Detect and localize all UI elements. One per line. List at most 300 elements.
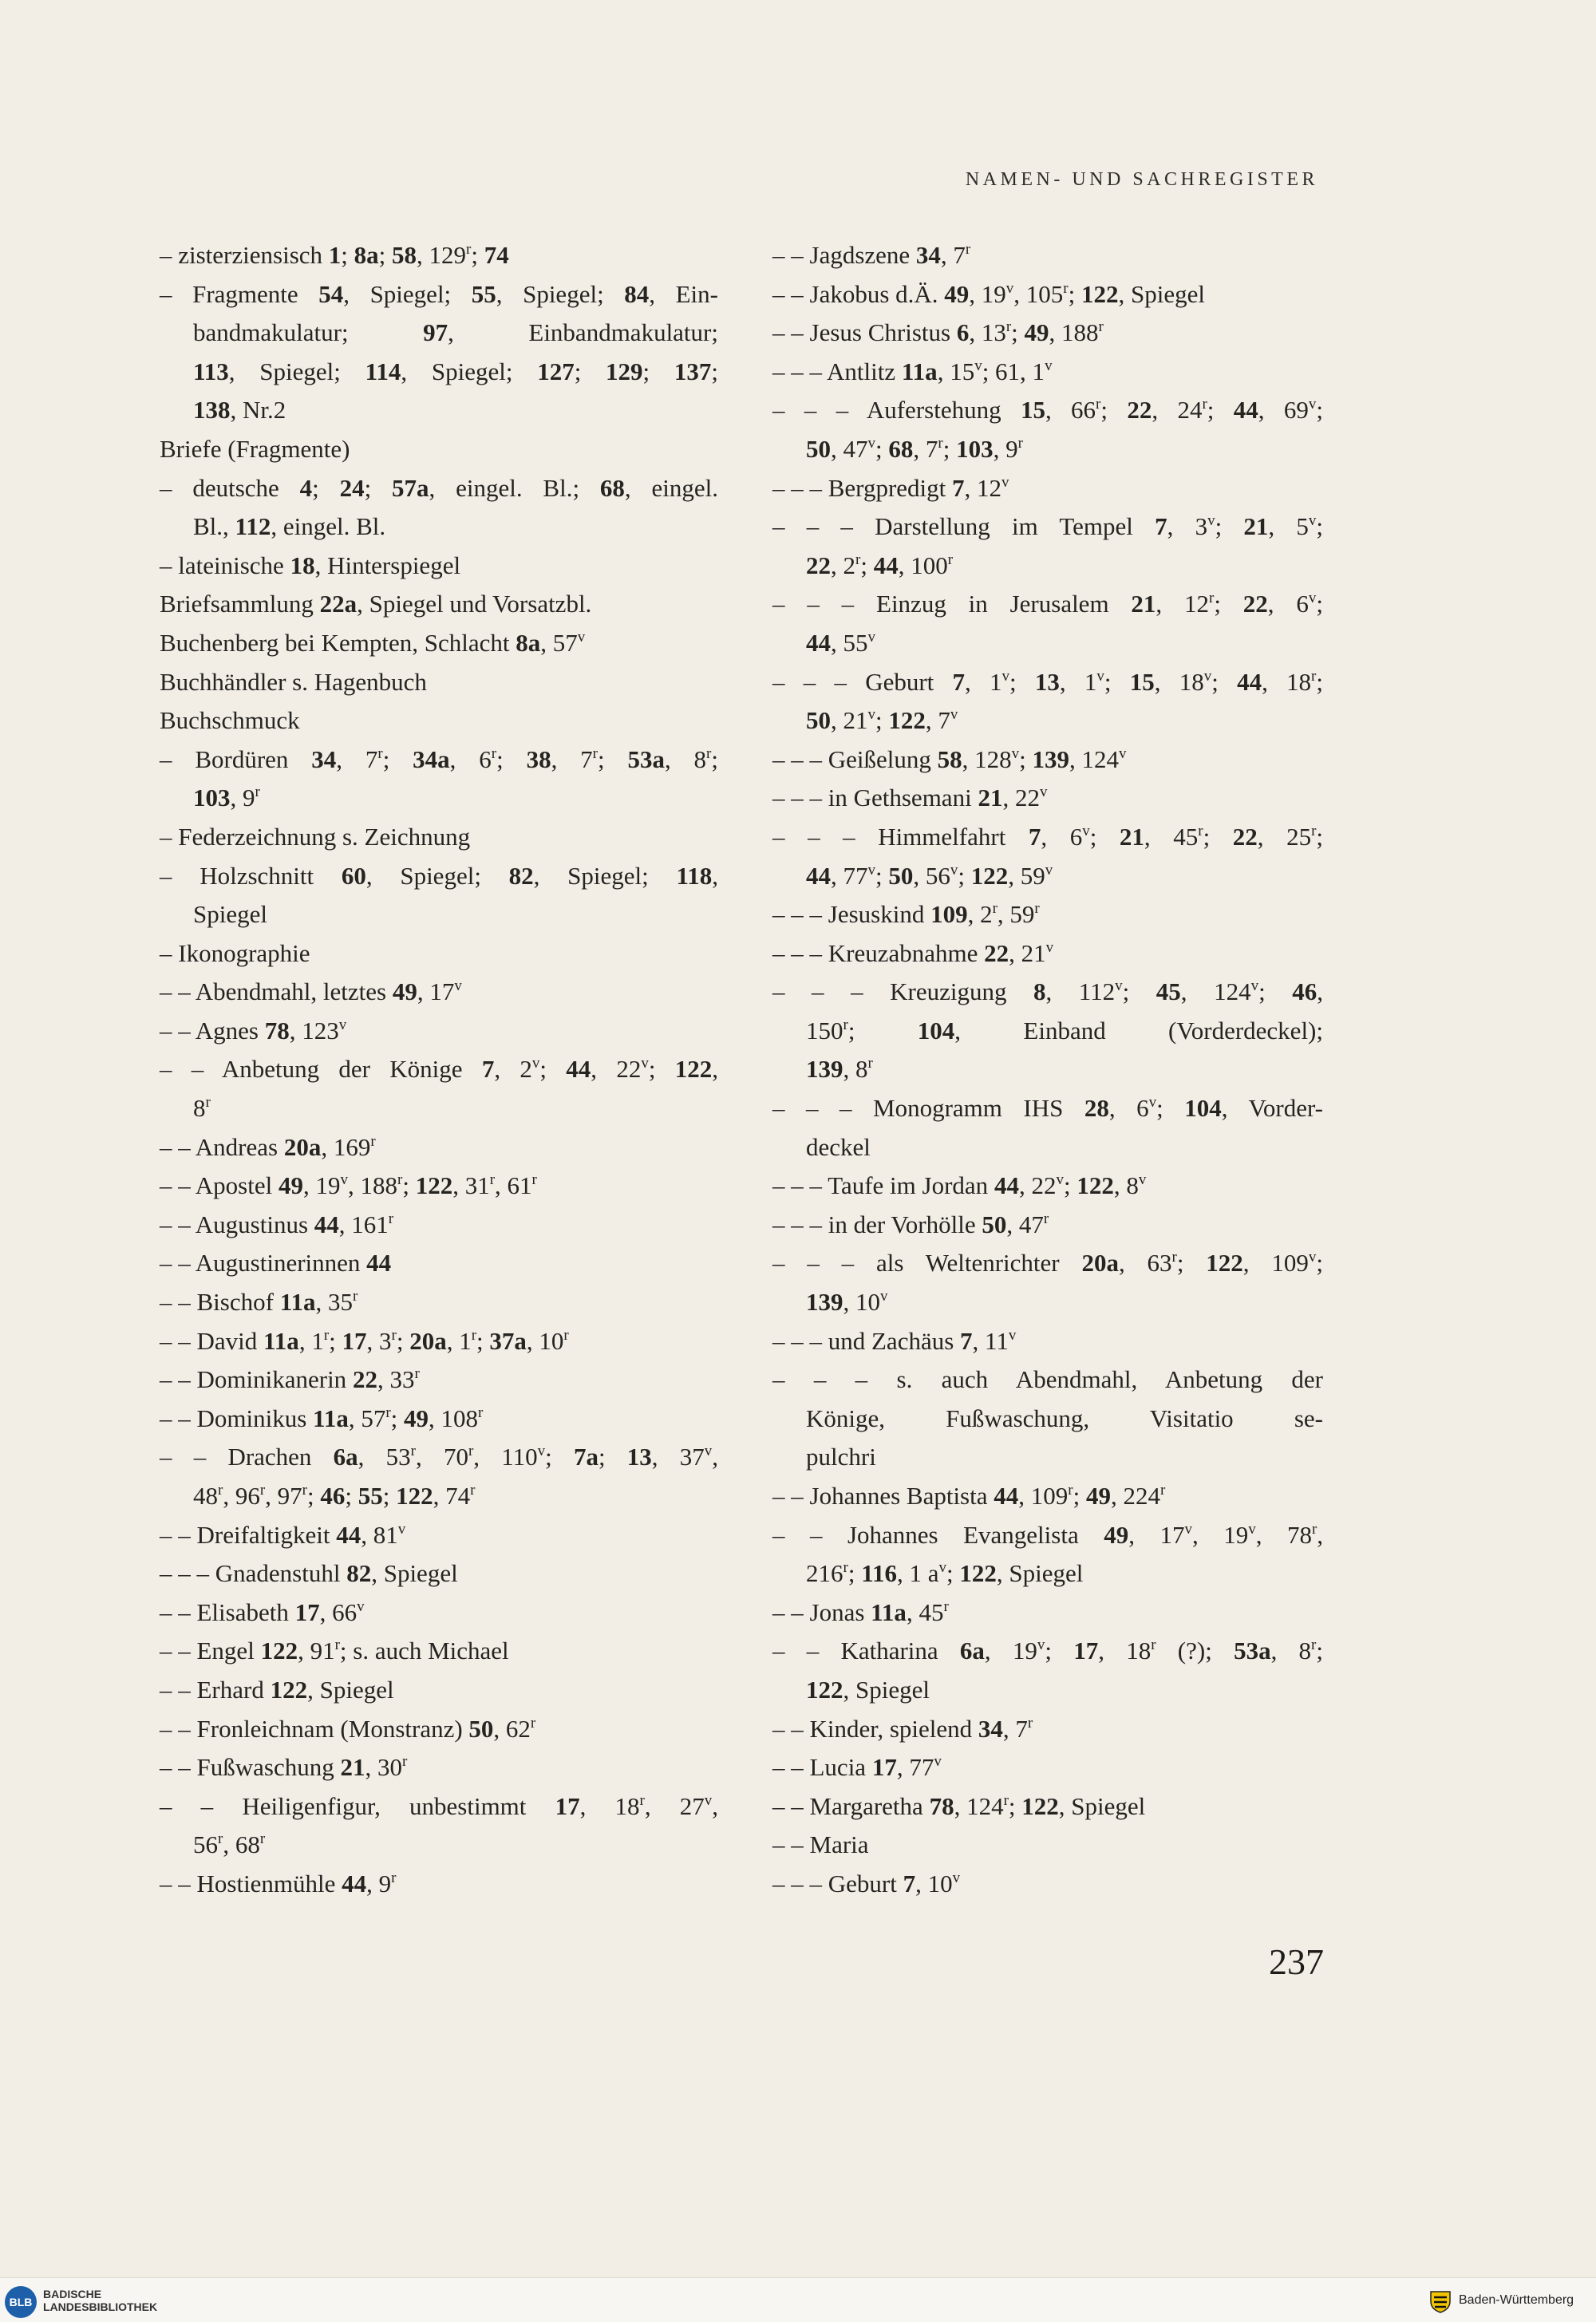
folio-side: v [1039, 784, 1048, 801]
index-entry-continuation: Bl., 112, eingel. Bl. [193, 512, 386, 541]
locator-number: 6 [956, 318, 970, 347]
index-entry-continuation: 216$^r$; 116, 1 $a^v$; 122, Spiegel [806, 1559, 1084, 1588]
folio-side: v [934, 1753, 942, 1771]
locator-number: 129 [606, 357, 643, 385]
folio-side: v [867, 628, 875, 646]
locator-number: 7 [952, 473, 965, 502]
folio-side: r [530, 1714, 536, 1732]
folio-side: r [843, 1559, 848, 1577]
folio-side: v [1037, 1637, 1045, 1654]
folio-side: r [470, 1482, 476, 1499]
index-entry: – – – Taufe im Jordan 44, 22$^v$; 122, 8$^v$ [772, 1171, 1147, 1200]
index-entry: – – Johannes Baptista 44, 109$^r$; 49, 224$^r$ [772, 1482, 1166, 1510]
folio-side: v [1308, 396, 1317, 413]
folio-side: r [352, 1288, 358, 1305]
locator-number: 137 [674, 357, 712, 385]
locator-number: 122 [1077, 1171, 1114, 1200]
index-entry-continuation: Könige, Fußwaschung, Visitatio se- [806, 1404, 1323, 1432]
folio-side: v [1082, 822, 1090, 839]
folio-side: v [454, 977, 462, 995]
folio-side: r [218, 1830, 223, 1848]
folio-side: r [1096, 396, 1101, 413]
locator-number: 1 [328, 241, 342, 269]
locator-number: 21 [1131, 590, 1156, 618]
folio-side: v [1250, 977, 1259, 995]
index-entry-continuation: 50, 21$^v$; 122, 7$^v$ [806, 706, 958, 735]
folio-side: v [938, 1559, 947, 1577]
locator-number: 49 [404, 1404, 429, 1432]
locator-number: 44 [566, 1055, 591, 1084]
locator-number: 114 [365, 357, 401, 385]
locator-number: 53a [1234, 1637, 1271, 1665]
index-entry: – – – Kreuzigung 8, 112$^v$; 45, 124$^v$; 46, [772, 977, 1323, 1006]
index-entry: Buchhändler s. Hagenbuch [160, 667, 427, 696]
locator-number: 58 [392, 241, 417, 269]
locator-number: 44 [994, 1171, 1019, 1200]
locator-number: 49 [1085, 1482, 1111, 1510]
folio-side: v [1096, 667, 1104, 685]
folio-side: v [397, 1520, 406, 1538]
state-name: Baden-Württemberg [1459, 2293, 1574, 2307]
locator-number: 50 [806, 706, 831, 735]
locator-number: 44 [1233, 396, 1258, 425]
locator-number: 118 [676, 861, 713, 890]
folio-side: v [1119, 744, 1127, 762]
library-name [43, 2288, 157, 2313]
folio-side: r [388, 1210, 394, 1227]
index-entry-continuation: 122, Spiegel [806, 1675, 930, 1704]
index-entry: – – Dominikanerin 22, 33$^r$ [160, 1365, 420, 1394]
locator-number: 122 [270, 1675, 308, 1704]
folio-side: v [950, 861, 958, 879]
folio-side: v [338, 1016, 347, 1033]
locator-number: 122 [1206, 1249, 1243, 1277]
index-entry: – – Agnes 78, 123$^v$ [160, 1016, 347, 1045]
folio-side: v [867, 434, 875, 452]
folio-side: v [537, 1443, 546, 1460]
locator-number: 78 [264, 1016, 290, 1045]
folio-side: v [641, 1055, 649, 1072]
folio-side: v [340, 1171, 348, 1189]
index-entry: – – Drachen 6a, 53$^r$, 70$^r$, 110$^v$; 7a; 13, 37$^v$, [160, 1443, 719, 1471]
locator-number: 7 [960, 1326, 973, 1355]
folio-side: r [391, 1869, 397, 1886]
locator-number: 116 [861, 1559, 897, 1588]
locator-number: 50 [806, 434, 831, 463]
folio-side: v [1005, 279, 1014, 297]
folio-side: r [391, 1326, 397, 1344]
locator-number: 44 [873, 551, 899, 579]
folio-side: r [992, 900, 998, 918]
index-entry-continuation: 150$^r$; 104, Einband (Vorderdeckel); [806, 1016, 1323, 1045]
folio-side: r [592, 744, 598, 762]
index-entry: – – – Geißelung 58, 128$^v$; 139, 124$^v$ [772, 744, 1127, 773]
index-entry: – – – Bergpredigt 7, 12$^v$ [772, 473, 1009, 502]
index-entry-continuation: 48$^r$, 96$^r$, 97$^r$; 46; 55; 122, 74$^r$ [193, 1482, 476, 1510]
index-entry: – deutsche 4; 24; 57a, eingel. Bl.; 68, eingel. [160, 473, 718, 502]
folio-side: r [385, 1404, 391, 1421]
folio-side: r [1202, 396, 1207, 413]
locator-number: 55 [471, 279, 496, 308]
locator-number: 34 [311, 744, 337, 773]
locator-number: 13 [626, 1443, 652, 1471]
index-entry: – – – Geburt 7, 1$^v$; 13, 1$^v$; 15, 18$^v$; 44, 18$^r$; [772, 667, 1323, 696]
folio-side: r [1311, 667, 1317, 685]
locator-number: 109 [930, 900, 968, 929]
index-entry-continuation: bandmakulatur; 97, Einbandmakulatur; [193, 318, 718, 347]
folio-side: r [1005, 318, 1012, 336]
locator-number: 7 [481, 1055, 495, 1084]
locator-number: 22 [1127, 396, 1152, 425]
folio-side: v [867, 706, 875, 724]
locator-number: 54 [318, 279, 344, 308]
folio-side: v [357, 1597, 365, 1615]
folio-side: v [1308, 1249, 1317, 1266]
folio-side: v [1001, 667, 1010, 685]
folio-side: v [577, 628, 586, 646]
locator-number: 38 [526, 744, 551, 773]
folio-side: r [468, 1443, 474, 1460]
folio-side: r [218, 1482, 223, 1499]
locator-number: 139 [806, 1288, 843, 1317]
index-entry: – lateinische 18, Hinterspiegel [160, 551, 461, 579]
index-entry: – – Heiligenfigur, unbestimmt 17, 18$^r$, 27$^v$, [160, 1791, 718, 1820]
folio-side: r [1034, 900, 1040, 918]
locator-number: 68 [888, 434, 914, 463]
locator-number: 122 [674, 1055, 713, 1084]
locator-number: 49 [392, 977, 417, 1006]
folio-side: v [1056, 1171, 1064, 1189]
folio-side: r [1151, 1637, 1156, 1654]
index-entry: – – Lucia 17, 77$^v$ [772, 1753, 942, 1782]
folio-side: r [1311, 1637, 1317, 1654]
index-entry: – – Apostel 49, 19$^v$, 188$^r$; 122, 31$^r$, 61$^r$ [160, 1171, 537, 1200]
locator-number: 113 [193, 357, 229, 385]
locator-number: 22 [1242, 590, 1268, 618]
locator-number: 11a [871, 1597, 907, 1626]
index-entry-continuation: 113, Spiegel; 114, Spiegel; 127; 129; 137; [193, 357, 718, 385]
folio-side: r [1027, 1714, 1033, 1732]
index-entry: – – Jakobus d.Ä. 49, 19$^v$, 105$^r$; 122, Spiegel [772, 279, 1205, 308]
index-entry: – – Hostienmühle 44, 9$^r$ [160, 1869, 397, 1897]
folio-side: r [478, 1404, 484, 1421]
folio-side: r [259, 1830, 266, 1848]
page-number: 237 [1269, 1941, 1324, 1982]
folio-side: r [1171, 1249, 1177, 1266]
index-entry: – – Dominikus 11a, 57$^r$; 49, 108$^r$ [160, 1404, 484, 1432]
index-entry: Buchschmuck [160, 706, 300, 735]
locator-number: 44 [342, 1869, 367, 1897]
locator-number: 22 [984, 938, 1009, 967]
index-entry: – Ikonographie [160, 938, 310, 967]
locator-number: 20a [283, 1132, 322, 1161]
folio-side: r [1311, 1520, 1317, 1538]
locator-number: 78 [929, 1791, 954, 1820]
locator-number: 97 [423, 318, 448, 347]
folio-side: v [1248, 1520, 1256, 1538]
folio-side: r [377, 744, 383, 762]
index-entry: – – – in Gethsemani 21, 22$^v$ [772, 784, 1048, 812]
locator-number: 122 [1080, 279, 1119, 308]
index-entry-continuation: 50, 47$^v$; 68, 7$^r$; 103, 9$^r$ [806, 434, 1023, 463]
folio-side: r [410, 1443, 416, 1460]
library-name-line2: LANDESBIBLIOTHEK [43, 2300, 158, 2313]
index-column-left [160, 236, 718, 1904]
folio-side: r [1063, 279, 1069, 297]
locator-number: 15 [1129, 667, 1155, 696]
locator-number: 17 [342, 1326, 367, 1355]
library-name-line1: BADISCHE [43, 2288, 102, 2300]
locator-number: 104 [917, 1016, 955, 1045]
state-coat-of-arms-icon [1428, 2288, 1452, 2314]
locator-number: 13 [1034, 667, 1060, 696]
locator-number: 44 [366, 1249, 392, 1277]
folio-side: r [947, 551, 954, 568]
locator-number: 8a [354, 241, 379, 269]
locator-number: 17 [1073, 1637, 1099, 1665]
folio-side: r [471, 1326, 477, 1344]
locator-number: 139 [1032, 744, 1070, 773]
index-entry: – – Fußwaschung 21, 30$^r$ [160, 1753, 408, 1782]
index-entry-continuation: 103, 9$^r$ [193, 784, 260, 812]
folio-side: r [1209, 590, 1215, 607]
index-entry-continuation: 22, 2$^r$; 44, 100$^r$ [806, 551, 954, 579]
folio-side: r [1198, 822, 1203, 839]
folio-side: v [1115, 977, 1123, 995]
index-entry: – – – Auferstehung 15, 66$^r$; 22, 24$^r$; 44, 69$^v$; [772, 396, 1323, 425]
locator-number: 58 [937, 744, 962, 773]
locator-number: 44 [806, 861, 831, 890]
folio-side: r [489, 1171, 496, 1189]
locator-number: 34 [915, 241, 941, 269]
locator-number: 53a [627, 744, 665, 773]
folio-side: v [1045, 357, 1053, 374]
index-entry: – – Maria [772, 1830, 869, 1859]
locator-number: 18 [290, 551, 315, 579]
locator-number: 82 [508, 861, 534, 890]
folio-side: r [323, 1326, 330, 1344]
index-entry: – – Erhard 122, Spiegel [160, 1675, 394, 1704]
locator-number: 21 [1119, 822, 1144, 851]
locator-number: 74 [484, 241, 509, 269]
locator-number: 44 [336, 1520, 361, 1549]
locator-number: 37a [489, 1326, 527, 1355]
folio-side: v [974, 357, 982, 374]
locator-number: 45 [1156, 977, 1181, 1006]
folio-side: r [401, 1753, 408, 1771]
folio-side: v [704, 1443, 713, 1460]
folio-side: r [965, 241, 971, 258]
folio-side: r [943, 1597, 949, 1615]
index-entry: – – – Monogramm IHS 28, 6$^v$; 104, Vorder- [772, 1094, 1323, 1123]
index-entry: – – – als Weltenrichter 20a, 63$^r$; 122, 109$^v$; [772, 1249, 1323, 1277]
locator-number: 44 [994, 1482, 1019, 1510]
folio-side: r [334, 1637, 340, 1654]
locator-number: 122 [806, 1675, 843, 1704]
locator-number: 46 [320, 1482, 346, 1510]
folio-side: r [938, 434, 943, 452]
folio-side: r [843, 1016, 848, 1033]
locator-number: 17 [294, 1597, 320, 1626]
folio-side: r [867, 1055, 873, 1072]
index-entry: – – Dreifaltigkeit 44, 81$^v$ [160, 1520, 406, 1549]
locator-number: 22 [352, 1365, 377, 1394]
locator-number: 104 [1184, 1094, 1222, 1123]
locator-number: 122 [959, 1559, 997, 1588]
locator-number: 82 [346, 1559, 372, 1588]
folio-side: v [1308, 590, 1317, 607]
locator-number: 44 [1237, 667, 1262, 696]
folio-side: r [1043, 1210, 1049, 1227]
index-entry-continuation: 44, 55$^v$ [806, 628, 875, 657]
locator-number: 17 [871, 1753, 897, 1782]
folio-side: r [466, 241, 472, 258]
locator-number: 8 [1033, 977, 1046, 1006]
index-entry: – – Katharina 6a, 19$^v$; 17, 18$^r$ (?); 53a, 8$^r$; [772, 1637, 1323, 1665]
folio-side: v [1308, 512, 1317, 530]
viewer-footer [0, 2277, 1596, 2322]
locator-number: 7 [952, 667, 966, 696]
index-entry-continuation: 138, Nr.2 [193, 396, 286, 425]
folio-side: v [1138, 1171, 1147, 1189]
locator-number: 44 [314, 1210, 339, 1238]
index-entry: – Bordüren 34, 7$^r$; 34a, 6$^r$; 38, 7$^r$; 53a, 8$^r$; [160, 744, 718, 773]
locator-number: 55 [358, 1482, 383, 1510]
blb-logo-icon: BLB [5, 2286, 37, 2318]
locator-number: 11a [263, 1326, 299, 1355]
locator-number: 122 [260, 1637, 298, 1665]
locator-number: 22 [1232, 822, 1258, 851]
index-entry: – – – und Zachäus 7, 11$^v$ [772, 1326, 1017, 1355]
locator-number: 7 [903, 1869, 916, 1897]
folio-side: r [491, 744, 497, 762]
folio-side: v [1045, 938, 1054, 956]
locator-number: 84 [624, 279, 650, 308]
index-column-right [772, 236, 1323, 1904]
index-entry: – – Augustinus 44, 161$^r$ [160, 1210, 394, 1238]
locator-number: 57a [392, 473, 429, 502]
locator-number: 68 [599, 473, 625, 502]
locator-number: 50 [888, 861, 914, 890]
locator-number: 122 [396, 1482, 433, 1510]
index-entry: – – Augustinerinnen 44 [160, 1249, 392, 1277]
index-entry-continuation: 44, 77$^v$; 50, 56$^v$; 122, 59$^v$ [806, 861, 1053, 890]
folio-side: r [302, 1482, 307, 1499]
locator-number: 7 [1155, 512, 1167, 541]
folio-side: v [1207, 512, 1215, 530]
locator-number: 6a [959, 1637, 985, 1665]
index-entry: – – – in der Vorhölle 50, 47$^r$ [772, 1210, 1049, 1238]
folio-side: v [704, 1791, 713, 1809]
folio-side: v [867, 861, 875, 879]
locator-number: 122 [1021, 1791, 1059, 1820]
index-entry-continuation: Spiegel [193, 900, 267, 929]
index-entry: – – Engel 122, 91$^r$; s. auch Michael [160, 1637, 509, 1665]
folio-side: r [563, 1326, 569, 1344]
folio-side: v [531, 1055, 540, 1072]
index-entry: Briefsammlung 22a, Spiegel und Vorsatzbl. [160, 590, 592, 618]
locator-number: 11a [901, 357, 938, 385]
locator-number: 7a [573, 1443, 598, 1471]
folio-side: r [1003, 1791, 1009, 1809]
index-entry: – – Jonas 11a, 45$^r$ [772, 1597, 949, 1626]
locator-number: 44 [806, 628, 831, 657]
folio-side: v [1008, 1326, 1017, 1344]
locator-number: 21 [1243, 512, 1269, 541]
locator-number: 50 [468, 1714, 494, 1743]
index-entry: – – David 11a, 1$^r$; 17, 3$^r$; 20a, 1$^r$; 37a, 10$^r$ [160, 1326, 569, 1355]
locator-number: 11a [279, 1288, 316, 1317]
index-entry: – – Elisabeth 17, 66$^v$ [160, 1597, 365, 1626]
locator-number: 49 [1024, 318, 1049, 347]
index-entry: – – – s. auch Abendmahl, Anbetung der [772, 1365, 1323, 1394]
folio-side: v [1184, 1520, 1192, 1538]
locator-number: 127 [537, 357, 575, 385]
locator-number: 60 [341, 861, 366, 890]
locator-number: 24 [339, 473, 365, 502]
locator-number: 20a [1081, 1249, 1119, 1277]
index-entry: – – – Kreuzabnahme 22, 21$^v$ [772, 938, 1054, 967]
locator-number: 34a [413, 744, 450, 773]
folio-side: v [1148, 1094, 1157, 1112]
folio-side: r [855, 551, 861, 568]
index-entry: – – – Himmelfahrt 7, 6$^v$; 21, 45$^r$; 22, 25$^r$; [772, 822, 1324, 851]
running-head: NAMEN- UND SACHREGISTER [965, 169, 1318, 190]
index-entry-continuation: 139, 10$^v$ [806, 1288, 888, 1317]
index-entry: – Federzeichnung s. Zeichnung [160, 822, 471, 851]
index-entry: – – – Geburt 7, 10$^v$ [772, 1869, 961, 1897]
locator-number: 22a [319, 590, 358, 618]
folio-side: v [950, 706, 958, 724]
locator-number: 15 [1020, 396, 1045, 425]
index-entry: – Holzschnitt 60, Spiegel; 82, Spiegel; 118, [160, 861, 718, 890]
folio-side: r [1311, 822, 1317, 839]
folio-side: v [1001, 473, 1009, 491]
index-entry: – – Jagdszene 34, 7$^r$ [772, 241, 971, 269]
index-entry: – – – Jesuskind 109, 2$^r$, 59$^r$ [772, 900, 1040, 929]
folio-side: r [531, 1171, 537, 1189]
index-entry: Buchenberg bei Kempten, Schlacht 8a, 57$^v$ [160, 628, 586, 657]
locator-number: 11a [313, 1404, 349, 1432]
index-entry: – – Anbetung der Könige 7, 2$^v$; 44, 22$^v$; 122, [160, 1055, 718, 1084]
locator-number: 21 [978, 784, 1003, 812]
folio-side: r [1159, 1482, 1166, 1499]
folio-side: r [1017, 434, 1023, 452]
index-entry: – – – Einzug in Jerusalem 21, 12$^r$; 22, 6$^v$; [772, 590, 1323, 618]
locator-number: 34 [978, 1714, 1003, 1743]
locator-number: 50 [982, 1210, 1007, 1238]
locator-number: 138 [193, 396, 231, 425]
index-entry: – – Andreas 20a, 169$^r$ [160, 1132, 376, 1161]
folio-side: r [1098, 318, 1104, 336]
locator-number: 103 [193, 784, 231, 812]
folio-side: v [1011, 744, 1020, 762]
folio-side: r [706, 744, 712, 762]
index-entry: – – Johannes Evangelista 49, 17$^v$, 19$^v$, 78$^r$, [772, 1520, 1324, 1549]
index-entry-continuation: 56$^r$, 68$^r$ [193, 1830, 266, 1859]
locator-number: 7 [1028, 822, 1041, 851]
index-entry: – – Fronleichnam (Monstranz) 50, 62$^r$ [160, 1714, 536, 1743]
folio-side: r [255, 784, 260, 801]
index-entry-continuation: 8$^r$ [193, 1094, 211, 1123]
folio-side: v [1045, 861, 1053, 879]
folio-side: v [880, 1288, 888, 1305]
locator-number: 122 [415, 1171, 453, 1200]
folio-side: r [370, 1132, 376, 1150]
locator-number: 46 [1292, 977, 1317, 1006]
index-entry-continuation: 139, 8$^r$ [806, 1055, 873, 1084]
index-entry: – – – Antlitz 11a, 15$^v$; 61, 1$^v$ [772, 357, 1053, 385]
